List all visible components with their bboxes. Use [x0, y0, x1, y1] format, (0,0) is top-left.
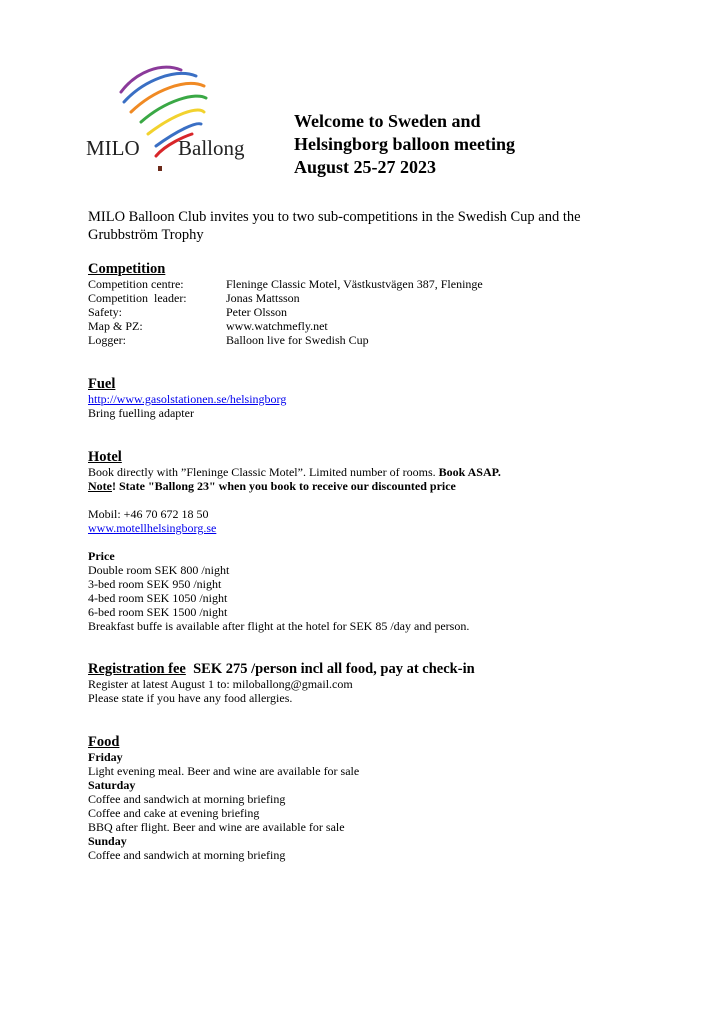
food-item: Light evening meal. Beer and wine are available for sale [88, 764, 360, 778]
competition-row-label: Safety: [88, 305, 122, 319]
hotel-booking-text: Book directly with ”Fleninge Classic Motel”. Limited number of rooms. [88, 465, 439, 479]
competition-row-value: Balloon live for Swedish Cup [226, 333, 369, 347]
food-day: Saturday [88, 778, 136, 792]
competition-row-label: Competition centre: [88, 277, 184, 291]
price-item: Double room SEK 800 /night [88, 563, 230, 577]
food-heading: Food [88, 734, 120, 750]
fuel-heading: Fuel [88, 376, 116, 392]
registration-line: Please state if you have any food allergies. [88, 691, 293, 705]
intro-paragraph: MILO Balloon Club invites you to two sub-competitions in the Swedish Cup and the Grubbström Trophy [88, 209, 581, 243]
registration-heading: Registration fee [88, 661, 186, 677]
competition-section [88, 261, 483, 347]
price-item: 4-bed room SEK 1050 /night [88, 591, 228, 605]
competition-row-value: Peter Olsson [226, 305, 287, 319]
competition-row-label: Map & PZ: [88, 319, 143, 333]
competition-row [88, 277, 483, 291]
competition-row-label: Logger: [88, 333, 126, 347]
hotel-note-text: ! State "Ballong 23" when you book to receive our discounted price [112, 479, 456, 493]
competition-row [88, 291, 483, 305]
competition-row-value: Fleninge Classic Motel, Västkustvägen 387, Fleninge [226, 277, 483, 291]
food-item: BBQ after flight. Beer and wine are available for sale [88, 820, 345, 834]
registration-section [88, 661, 475, 705]
fuel-note: Bring fuelling adapter [88, 406, 194, 420]
hotel-heading: Hotel [88, 449, 122, 465]
price-heading: Price [88, 549, 115, 563]
food-item: Coffee and sandwich at morning briefing [88, 792, 286, 806]
competition-row-label: Competition leader: [88, 291, 187, 305]
competition-row-value: Jonas Mattsson [226, 291, 300, 305]
title-line-2: Helsingborg balloon meeting [294, 134, 516, 154]
breakfast-info: Breakfast buffe is available after flight at the hotel for SEK 85 /day and person. [88, 619, 470, 633]
registration-heading-line [88, 661, 475, 677]
competition-row [88, 319, 483, 333]
title-line-3: August 25-27 2023 [294, 157, 437, 177]
competition-row-value: www.watchmefly.net [226, 319, 328, 333]
hotel-note-label: Note [88, 479, 112, 493]
food-item: Coffee and cake at evening briefing [88, 806, 260, 820]
logo-word-ballong: Ballong [178, 136, 245, 160]
logo-word-milo: MILO [86, 136, 140, 160]
competition-row [88, 333, 483, 347]
hotel-booking-line [88, 465, 501, 479]
fuel-link[interactable]: http://www.gasolstationen.se/helsingborg [88, 392, 287, 406]
hotel-note-line [88, 479, 501, 493]
food-section [88, 734, 359, 862]
hotel-website-link[interactable]: www.motellhelsingborg.se [88, 521, 217, 535]
page-title [294, 110, 515, 179]
food-day: Sunday [88, 834, 127, 848]
competition-row [88, 305, 483, 319]
price-item: 3-bed room SEK 950 /night [88, 577, 222, 591]
fuel-section [88, 376, 286, 420]
food-item: Coffee and sandwich at morning briefing [88, 848, 286, 862]
title-line-1: Welcome to Sweden and [294, 111, 481, 131]
food-day: Friday [88, 750, 123, 764]
competition-heading: Competition [88, 261, 166, 277]
price-item: 6-bed room SEK 1500 /night [88, 605, 228, 619]
milo-ballong-logo [86, 62, 261, 177]
registration-fee: SEK 275 /person incl all food, pay at check-in [193, 661, 475, 677]
registration-line: Register at latest August 1 to: miloballong@gmail.com [88, 677, 353, 691]
hotel-section [88, 449, 501, 633]
hotel-book-asap: Book ASAP. [438, 465, 501, 479]
hotel-mobile: Mobil: +46 70 672 18 50 [88, 507, 209, 521]
